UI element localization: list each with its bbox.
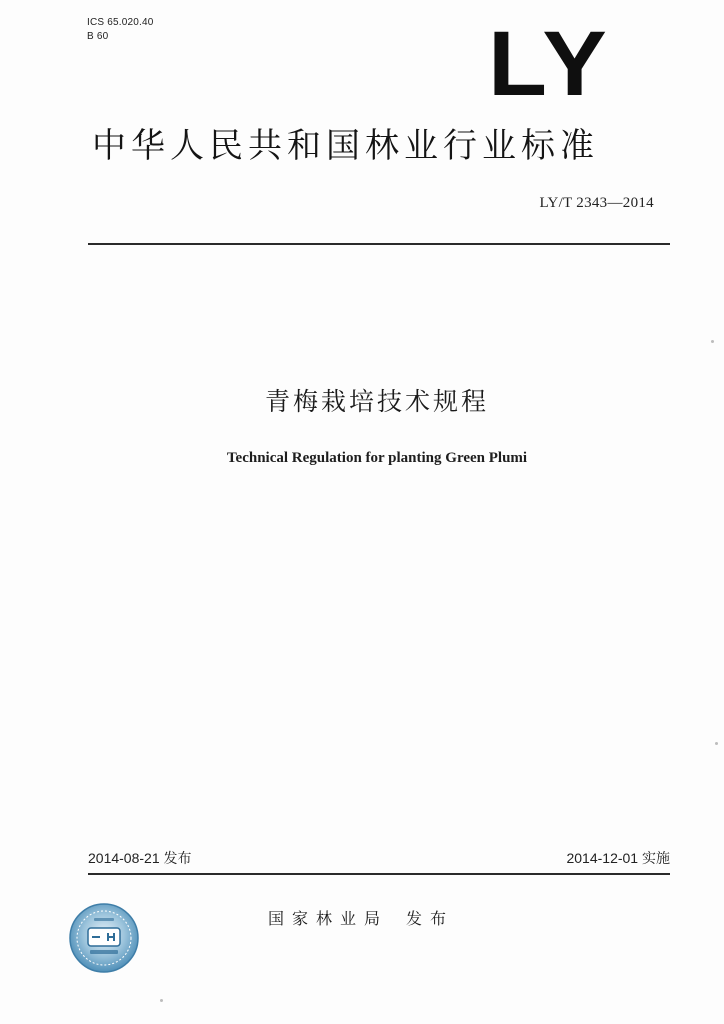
paper-speck bbox=[715, 742, 718, 745]
standard-category-title: 中华人民共和国林业行业标准 bbox=[92, 126, 599, 166]
top-divider bbox=[88, 243, 670, 245]
ly-standard-logo: LY bbox=[488, 13, 611, 115]
publisher bbox=[268, 908, 454, 930]
publisher-action: 发布 bbox=[406, 909, 455, 928]
bottom-divider bbox=[88, 873, 670, 875]
paper-speck bbox=[160, 999, 163, 1002]
ics-code: ICS 65.020.40 bbox=[87, 17, 154, 28]
paper-speck bbox=[711, 340, 714, 343]
document-english-title: Technical Regulation for planting Green Plumi bbox=[226, 450, 528, 466]
issue-date: 2014-08-21 发布 bbox=[88, 850, 192, 866]
anti-counterfeit-seal-icon bbox=[68, 902, 140, 974]
publisher-name: 国家林业局 bbox=[268, 909, 389, 928]
document-title: 青梅栽培技术规程 bbox=[264, 387, 489, 416]
standard-number: LY/T 2343—2014 bbox=[539, 195, 654, 211]
classification-codes bbox=[87, 16, 154, 44]
class-code: B 60 bbox=[87, 31, 109, 42]
implementation-date: 2014-12-01 实施 bbox=[566, 850, 670, 866]
